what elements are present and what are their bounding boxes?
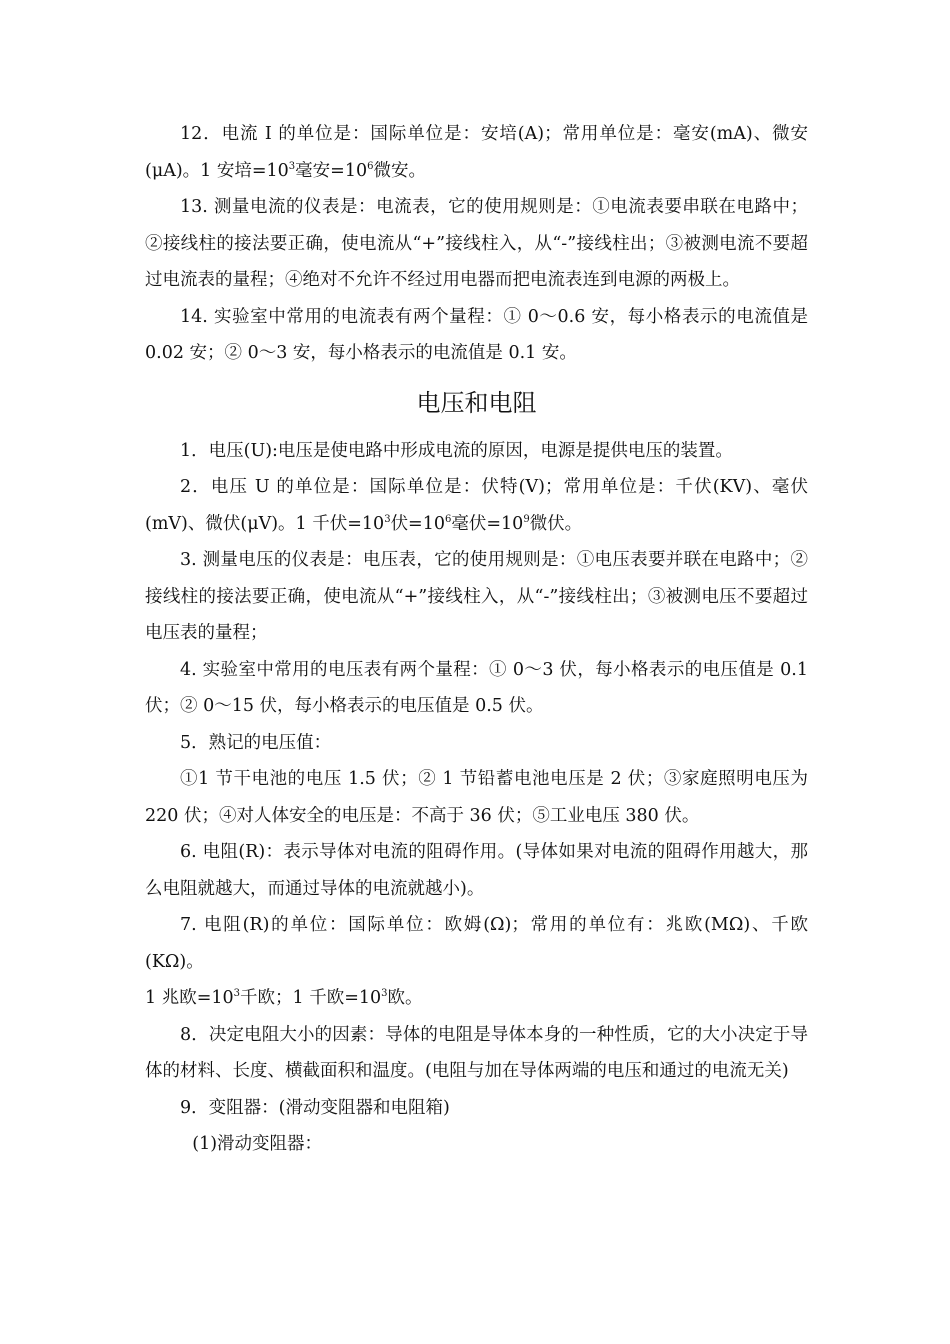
text-segment: 微伏。: [529, 513, 583, 534]
text-segment: 12．电流 I 的单位是：国际单位是：安培(A)；常用单位是：毫安(mA)、微安(μA)。1 安培=10: [145, 124, 808, 181]
paragraph-ammeter-rules: 13. 测量电流的仪表是：电流表，它的使用规则是：①电流表要串联在电路中；②接线柱的接法要正确，使电流从“+”接线柱入，从“-”接线柱出；③被测电流不要超过电流表的量程；④绝对不允许不经过用电器而把电流表连到电源的两极上。: [145, 197, 808, 290]
document-page: [145, 116, 808, 1163]
text-segment: 毫伏=10: [451, 513, 524, 534]
text-segment: 7. 电阻(R)的单位：国际单位：欧姆(Ω)；常用的单位有：兆欧(MΩ)、千欧(KΩ)。: [145, 915, 808, 972]
superscript: 6: [367, 160, 374, 172]
superscript: 9: [523, 513, 530, 525]
paragraph-current-unit: [145, 116, 808, 189]
text-segment: 2．电压 U 的单位是：国际单位是：伏特(V)；常用单位是：千伏(KV)、毫伏(mV)、微伏(μV)。1 千伏=10: [145, 477, 808, 534]
superscript: 6: [445, 513, 452, 525]
paragraph-resistance-unit: [145, 907, 808, 1017]
paragraph-resistance-definition: 6. 电阻(R)：表示导体对电流的阻碍作用。(导体如果对电流的阻碍作用越大，那么电阻就越大，而通过导体的电流就越小)。: [145, 842, 808, 899]
paragraph-ammeter-ranges: 14. 实验室中常用的电流表有两个量程：① 0～0.6 安，每小格表示的电流值是 0.02 安；② 0～3 安，每小格表示的电流值是 0.1 安。: [145, 306, 808, 363]
text-segment: 伏=10: [390, 513, 445, 534]
superscript: 3: [233, 988, 241, 1000]
text-segment: 微安。: [373, 160, 426, 181]
section-title: 电压和电阻: [416, 388, 537, 417]
text-segment: 千欧；1 千欧=10: [240, 988, 382, 1008]
paragraph-voltage-values-heading: 5．熟记的电压值：: [180, 732, 332, 753]
paragraph-voltage-unit: [145, 469, 808, 542]
text-segment: 1 兆欧=10: [145, 988, 234, 1008]
paragraph-voltage-values: ①1 节干电池的电压 1.5 伏；② 1 节铅蓄电池电压是 2 伏；③家庭照明电压为 220 伏；④对人体安全的电压是：不高于 36 伏；⑤工业电压 380 伏。: [145, 769, 808, 826]
paragraph-rheostat: 9．变阻器：(滑动变阻器和电阻箱): [180, 1097, 450, 1118]
superscript: 3: [288, 160, 296, 172]
paragraph-voltmeter-rules: 3. 测量电压的仪表是：电压表，它的使用规则是：①电压表要并联在电路中；②接线柱的接法要正确，使电流从“+”接线柱入，从“-”接线柱出；③被测电压不要超过电压表的量程；: [145, 550, 808, 643]
paragraph-voltmeter-ranges: 4. 实验室中常用的电压表有两个量程：① 0～3 伏，每小格表示的电压值是 0.1 伏；② 0～15 伏，每小格表示的电压值是 0.5 伏。: [145, 659, 808, 716]
paragraph-resistance-factors: 8．决定电阻大小的因素：导体的电阻是导体本身的一种性质，它的大小决定于导体的材料、长度、横截面积和温度。(电阻与加在导体两端的电压和通过的电流无关): [145, 1024, 808, 1081]
paragraph-sliding-rheostat: (1)滑动变阻器：: [192, 1134, 323, 1154]
paragraph-voltage-definition: 1．电压(U):电压是使电路中形成电流的原因，电源是提供电压的装置。: [180, 440, 733, 461]
text-segment: 毫安=10: [295, 160, 368, 181]
superscript: 3: [381, 988, 388, 1000]
text-segment: 欧。: [387, 988, 423, 1008]
superscript: 3: [384, 513, 391, 525]
